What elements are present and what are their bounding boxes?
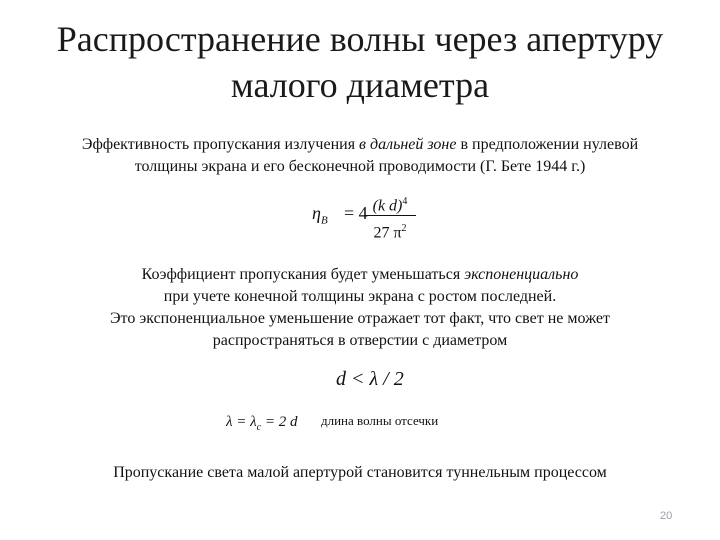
exponential-emphasis: экспоненциально bbox=[464, 266, 579, 283]
fraction-bar bbox=[364, 215, 416, 216]
eta-symbol: $\eta_B$ bbox=[312, 203, 328, 227]
cutoff-wavelength-label: длина волны отсечки bbox=[321, 413, 439, 428]
efficiency-paragraph bbox=[0, 134, 720, 178]
exponential-line-2: при учете конечной толщины экрана с ростом последней. bbox=[163, 288, 557, 305]
slide-title bbox=[0, 16, 720, 108]
exponential-paragraph bbox=[0, 264, 720, 352]
bethe-efficiency-formula bbox=[312, 191, 422, 243]
cutoff-wavelength-formula: $\lambda = \lambda_c = 2$ d bbox=[226, 414, 298, 433]
efficiency-line-1: Эффективность пропускания излучения в дальней зоне в предположении нулевой bbox=[81, 136, 639, 153]
far-zone-emphasis: в дальней зоне bbox=[359, 136, 457, 153]
title-line-2: малого диаметра bbox=[230, 65, 490, 105]
tunneling-statement: Пропускание света малой апертурой становится туннельным процессом bbox=[113, 464, 607, 481]
exponential-line-4: распространяться в отверстии с диаметром bbox=[212, 332, 508, 349]
title-line-1: Распространение волны через апертуру bbox=[56, 19, 664, 59]
efficiency-fraction bbox=[364, 191, 416, 244]
fraction-denominator: 27 $\pi^2$ bbox=[373, 223, 407, 242]
exponential-line-3: Это экспоненциальное уменьшение отражает тот факт, что свет не может bbox=[109, 310, 611, 327]
exponential-line-1: Коэффициент пропускания будет уменьшаться экспоненциально bbox=[141, 266, 579, 283]
page-number: 20 bbox=[660, 510, 673, 522]
diameter-condition-formula: d < λ / 2 bbox=[336, 368, 404, 390]
equals-four: = 4 bbox=[344, 203, 368, 223]
efficiency-line-2: толщины экрана и его бесконечной проводимости (Г. Бете 1944 г.) bbox=[134, 158, 586, 175]
fraction-numerator: (k d)$^4$ bbox=[372, 196, 408, 215]
